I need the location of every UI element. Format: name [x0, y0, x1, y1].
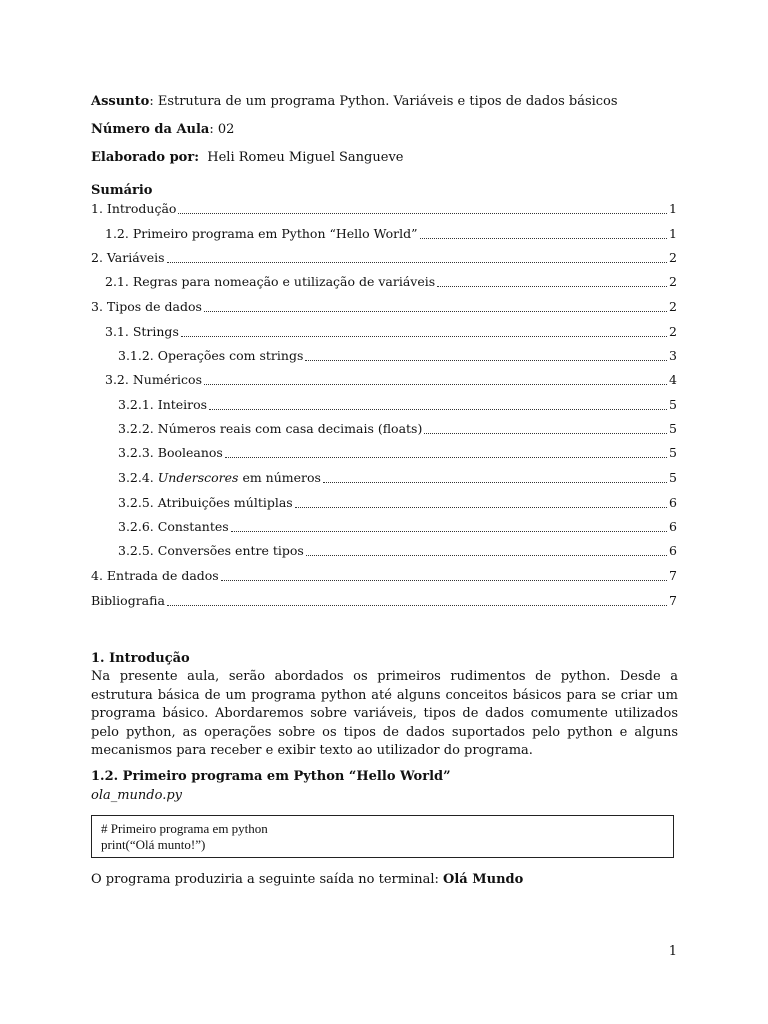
output-line [91, 872, 523, 887]
toc-leader-dots [305, 360, 667, 361]
toc-entry[interactable] [118, 347, 677, 365]
toc-entry-page: 6 [669, 495, 677, 510]
toc-entry-page: 4 [669, 372, 677, 387]
toc-leader-dots [437, 286, 667, 287]
assunto-line [91, 93, 618, 111]
toc-entry[interactable] [91, 567, 677, 585]
toc-entry-label: 3. Tipos de dados [91, 299, 202, 314]
toc-leader-dots [167, 605, 667, 606]
assunto-label: Assunto [91, 94, 150, 109]
toc-leader-dots [295, 507, 667, 508]
toc-leader-dots [306, 555, 667, 556]
toc-entry[interactable] [91, 298, 677, 316]
toc-entry-label: 2.1. Regras para nomeação e utilização de variáveis [105, 274, 436, 289]
toc-label-italic: Underscores [157, 470, 239, 485]
toc-entry[interactable] [105, 371, 677, 389]
toc-title: Sumário [91, 183, 153, 198]
toc-entry[interactable] [105, 323, 677, 341]
toc-entry-label: 3.2. Numéricos [105, 372, 202, 387]
toc-entry-label: 4. Entrada de dados [91, 568, 219, 583]
toc-entry-label: 3.2.1. Inteiros [118, 397, 208, 412]
toc-entry-label: 3.2.3. Booleanos [118, 445, 223, 460]
toc-entry-label: 2. Variáveis [91, 250, 165, 265]
toc-entry[interactable] [91, 249, 677, 267]
toc-leader-dots [167, 262, 668, 263]
toc-label-suffix: em números [238, 470, 321, 485]
toc-entry[interactable] [105, 273, 677, 291]
toc-entry-label: 3.2.2. Números reais com casa decimais (floats) [118, 421, 423, 436]
aula-line [91, 121, 234, 139]
section-heading-hello-world: 1.2. Primeiro programa em Python “Hello World” [91, 769, 451, 784]
autor-label: Elaborado por: [91, 150, 199, 165]
toc-leader-dots [181, 336, 667, 337]
assunto-value: : Estrutura de um programa Python. Variáveis e tipos de dados básicos [149, 94, 618, 109]
toc-leader-dots [420, 238, 668, 239]
toc-entry-page: 3 [669, 348, 677, 363]
toc-entry[interactable] [91, 592, 677, 610]
code-line: # Primeiro programa em python [101, 821, 268, 836]
toc-entry-page: 2 [669, 274, 677, 289]
toc-leader-dots [178, 213, 667, 214]
toc-entry-label: 3.1.2. Operações com strings [118, 348, 304, 363]
toc-entry-label: 3.1. Strings [105, 324, 179, 339]
toc-leader-dots [204, 384, 667, 385]
toc-entry-page: 2 [669, 250, 677, 265]
code-line: print(“Olá munto!”) [101, 837, 206, 852]
toc-entry-label: 1.2. Primeiro programa em Python “Hello World” [105, 226, 418, 241]
toc-entry-page: 7 [669, 568, 677, 583]
toc-leader-dots [221, 580, 667, 581]
output-value: Olá Mundo [443, 872, 524, 887]
toc-entry[interactable] [91, 200, 677, 218]
toc-leader-dots [209, 409, 667, 410]
toc-entry-label: Bibliografia [91, 593, 165, 608]
toc-entry-page: 6 [669, 519, 677, 534]
toc-entry-page: 6 [669, 543, 677, 558]
page-number: 1 [668, 944, 677, 959]
toc-entry[interactable] [118, 469, 677, 487]
toc-entry-page: 5 [669, 397, 677, 412]
toc-entry-page: 7 [669, 593, 677, 608]
toc-entry-label: 3.2.6. Constantes [118, 519, 229, 534]
toc-entry-label: 1. Introdução [91, 201, 177, 216]
toc-leader-dots [424, 433, 667, 434]
aula-value: : 02 [209, 122, 235, 137]
code-block [91, 815, 674, 858]
toc-leader-dots [204, 311, 667, 312]
toc-entry[interactable] [118, 542, 677, 560]
toc-leader-dots [323, 482, 667, 483]
section-heading-introducao: 1. Introdução [91, 651, 190, 666]
toc-entry[interactable] [118, 420, 677, 438]
aula-label: Número da Aula [91, 122, 210, 137]
toc-entry-page: 5 [669, 421, 677, 436]
toc-label-prefix: 3.2.4. [118, 470, 158, 485]
toc-entry-page: 2 [669, 324, 677, 339]
toc-entry[interactable] [118, 444, 677, 462]
toc-entry-label: 3.2.5. Atribuições múltiplas [118, 495, 293, 510]
toc-leader-dots [231, 531, 667, 532]
toc-entry-page: 2 [669, 299, 677, 314]
autor-line [91, 149, 403, 167]
toc-entry-label: 3.2.5. Conversões entre tipos [118, 543, 304, 558]
toc-entry-page: 1 [669, 226, 677, 241]
toc-entry[interactable] [105, 225, 677, 243]
toc-entry[interactable] [118, 494, 677, 512]
intro-paragraph: Na presente aula, serão abordados os primeiros rudimentos de python. Desde a estrutura básica de um programa python até alguns conceitos básicos para se criar um programa básico. Abordaremos sobre variáveis, tipos de dados comumente utilizados pelo python, as operações sobre os tipos de dados suportados pelo python e alguns mecanismos para receber e exibir texto ao utilizador do programa. [91, 669, 678, 758]
toc-entry-label [118, 469, 321, 487]
output-text: O programa produziria a seguinte saída no terminal: [91, 872, 444, 887]
toc-leader-dots [225, 457, 667, 458]
toc-entry[interactable] [118, 518, 677, 536]
toc-entry-page: 5 [669, 470, 677, 485]
toc-entry-page: 1 [669, 201, 677, 216]
toc-entry-page: 5 [669, 445, 677, 460]
toc-entry[interactable] [118, 396, 677, 414]
code-filename: ola_mundo.py [91, 788, 183, 803]
autor-value: Heli Romeu Miguel Sangueve [199, 150, 404, 165]
